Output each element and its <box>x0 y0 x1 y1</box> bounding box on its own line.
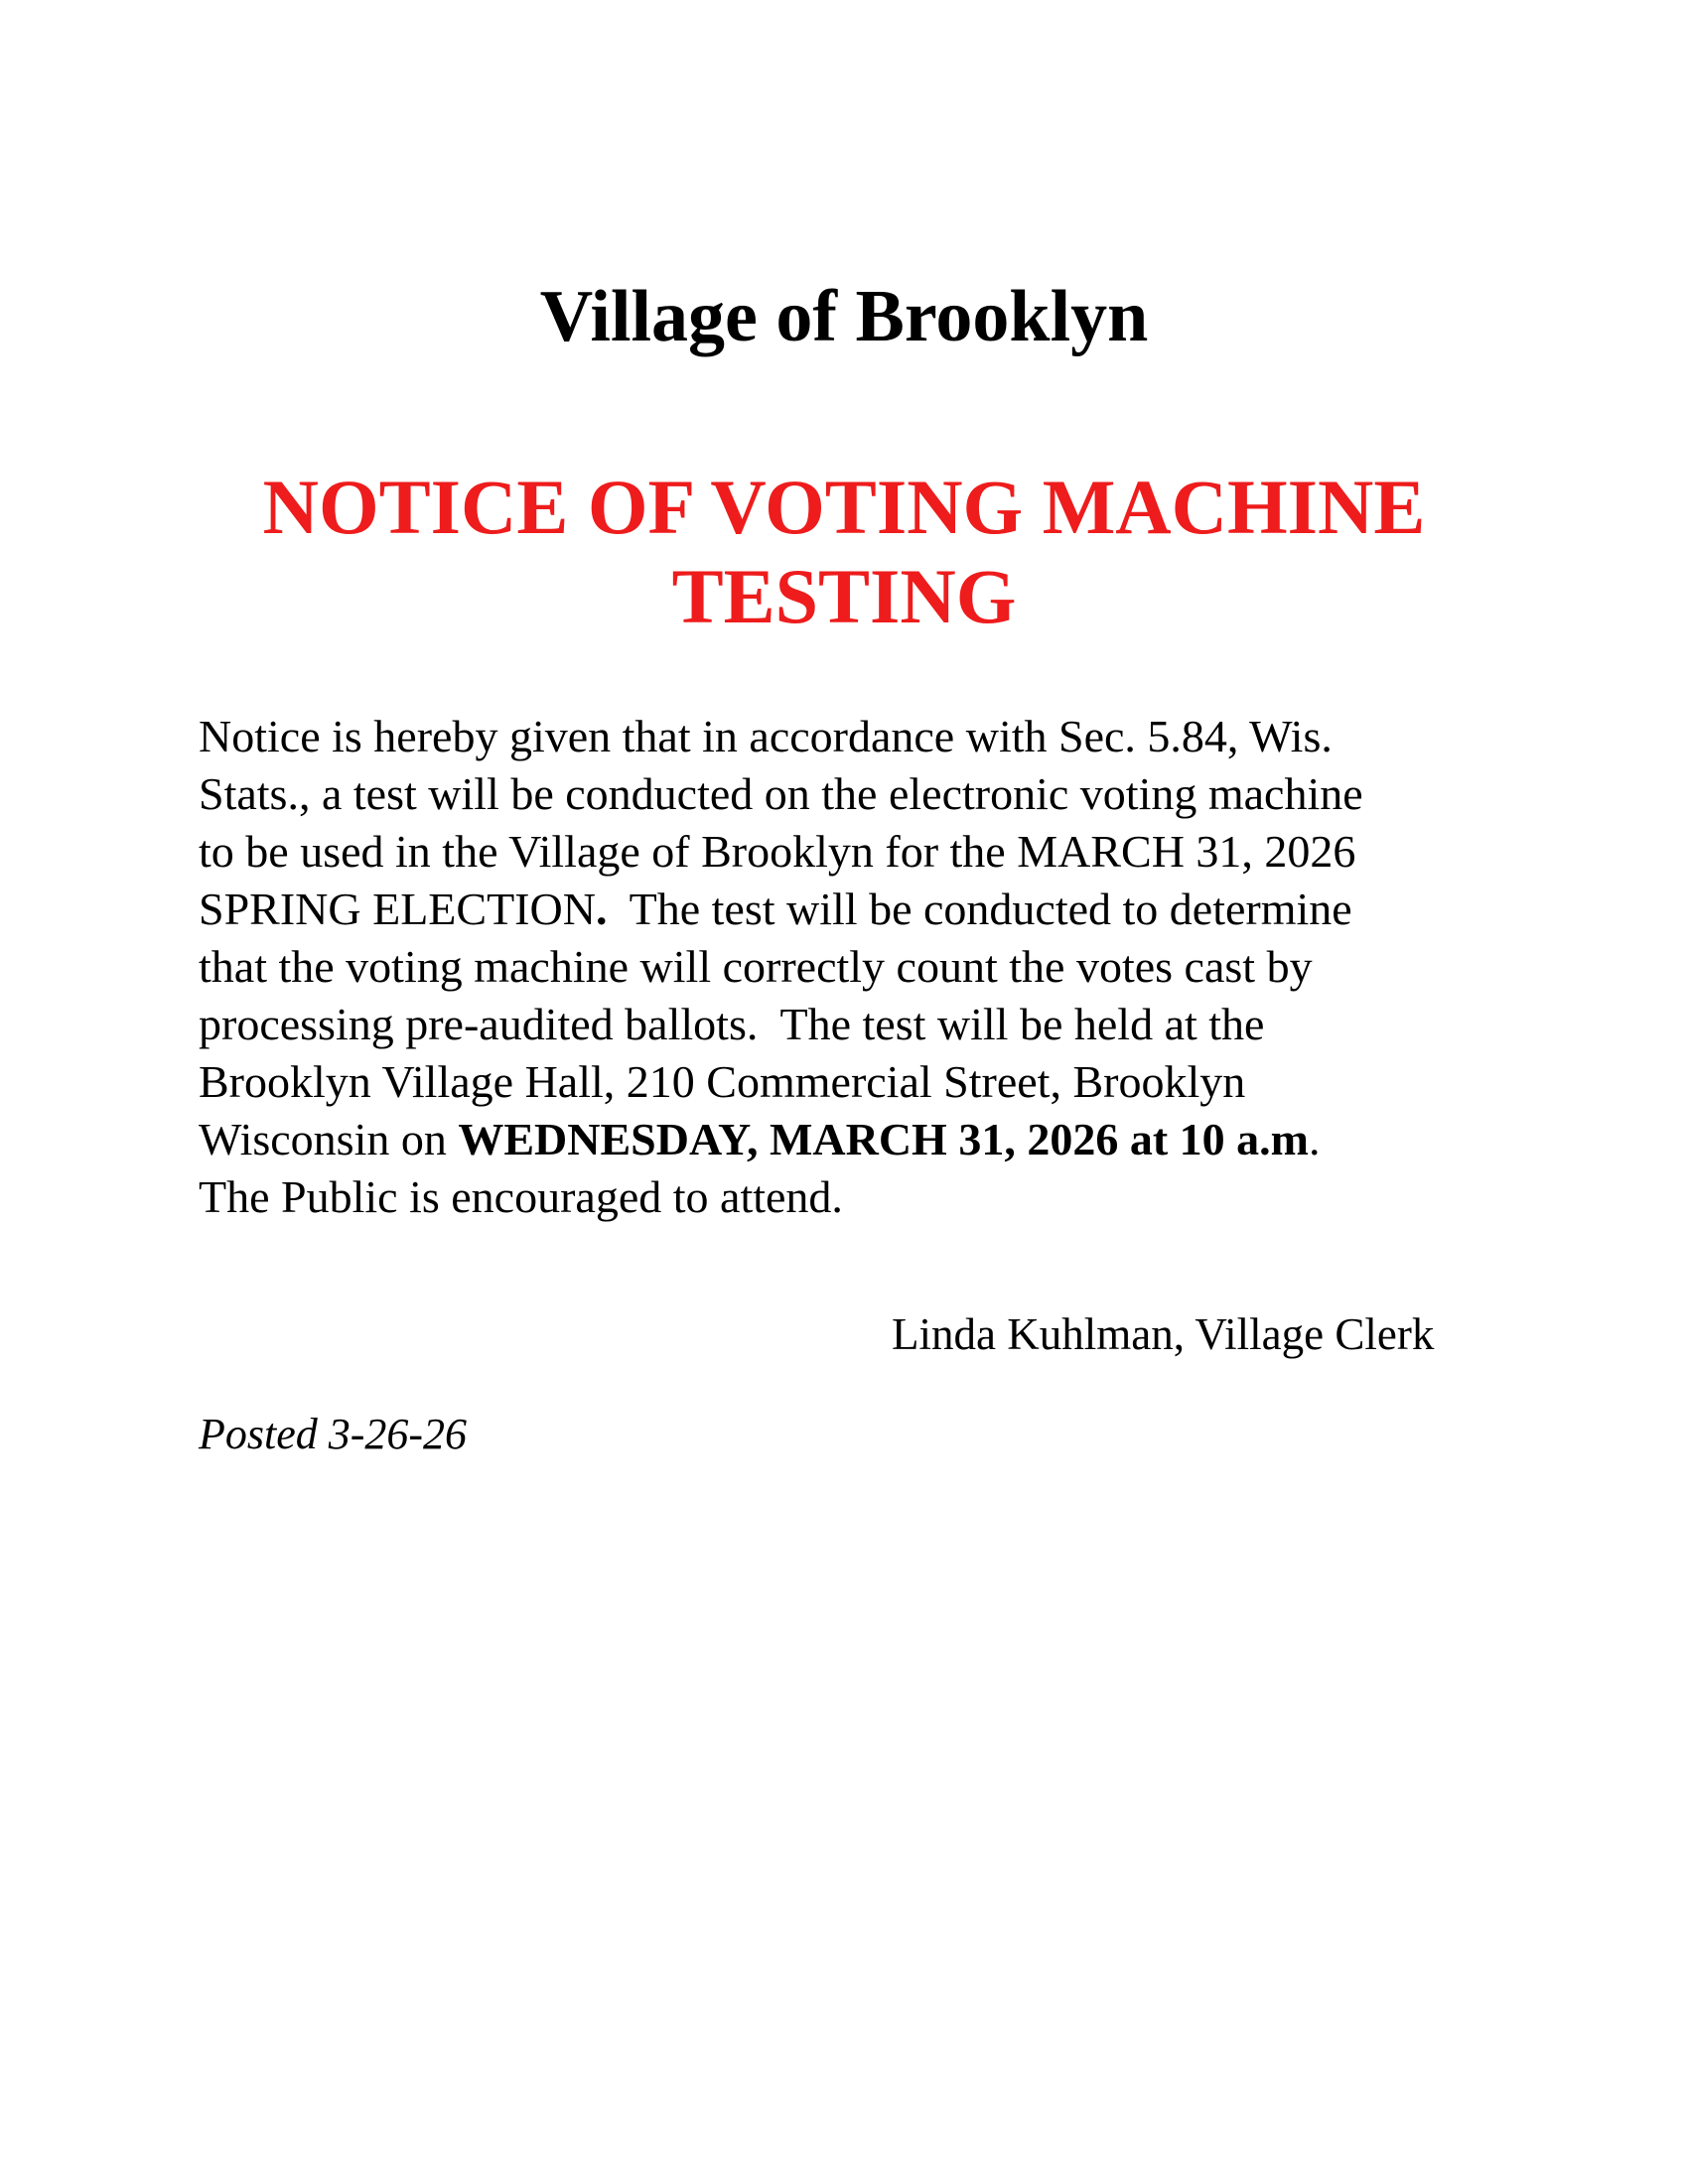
date-period: . <box>1308 1114 1321 1164</box>
body-line-5: that the voting machine will correctly count the votes cast by <box>199 941 1313 992</box>
body-line-4-rest: The test will be conducted to determine <box>607 884 1352 934</box>
body-line-1: Notice is hereby given that in accordance with Sec. 5.84, Wis. <box>199 711 1333 761</box>
body-line-9: The Public is encouraged to attend. <box>199 1171 843 1222</box>
body-line-7: Brooklyn Village Hall, 210 Commercial Street, Brooklyn <box>199 1056 1246 1107</box>
election-name: SPRING ELECTION <box>199 884 596 934</box>
notice-heading <box>0 463 1688 641</box>
body-line-4 <box>199 881 1489 938</box>
notice-body <box>199 708 1489 1226</box>
notice-heading-line-2: TESTING <box>671 553 1017 639</box>
body-line-3: to be used in the Village of Brooklyn for the MARCH 31, 2026 <box>199 826 1356 877</box>
test-date-time: WEDNESDAY, MARCH 31, 2026 at 10 a.m <box>458 1114 1309 1164</box>
body-line-2: Stats., a test will be conducted on the electronic voting machine <box>199 768 1363 819</box>
bold-period: . <box>595 884 608 934</box>
notice-heading-line-1: NOTICE OF VOTING MACHINE <box>262 464 1426 550</box>
body-line-6: processing pre-audited ballots. The test will be held at the <box>199 999 1265 1049</box>
location-lead: Wisconsin on <box>199 1114 459 1164</box>
body-line-8 <box>199 1111 1489 1168</box>
document-title: Village of Brooklyn <box>539 276 1149 357</box>
posted-date: Posted 3-26-26 <box>199 1410 468 1458</box>
clerk-signature: Linda Kuhlman, Village Clerk <box>892 1309 1435 1359</box>
